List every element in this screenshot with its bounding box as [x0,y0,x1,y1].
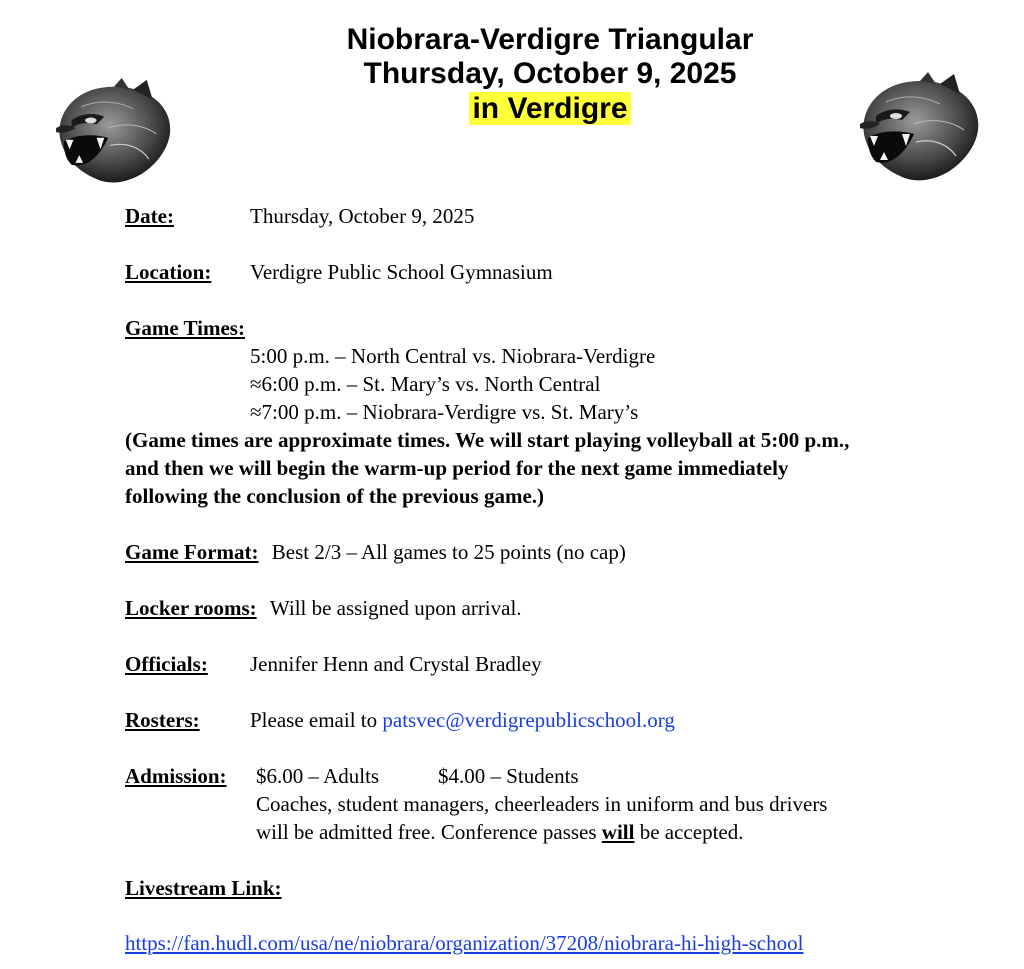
admission-students: $4.00 – Students [438,764,579,788]
admission-passes-end: be accepted. [634,820,744,844]
game-time-item: ≈7:00 p.m. – Niobrara-Verdigre vs. St. Mary’s [250,400,639,424]
date-value: Thursday, October 9, 2025 [250,204,475,228]
admission-passes-text: will be admitted free. Conference passes [256,820,602,844]
game-time-item: ≈6:00 p.m. – St. Mary’s vs. North Central [250,372,601,396]
event-date-title: Thursday, October 9, 2025 [363,57,737,90]
date-label: Date: [125,204,174,228]
game-times-note: and then we will begin the warm-up period for the next game immediately [125,456,789,480]
game-format-value: Best 2/3 – All games to 25 points (no cap) [271,540,626,564]
rosters-prefix: Please email to [250,708,383,732]
livestream-label: Livestream Link: [125,876,282,900]
game-format-label: Game Format: [125,540,259,564]
locker-rooms-value: Will be assigned upon arrival. [269,596,522,620]
admission-will-emphasis: will [601,820,635,844]
venue-highlight: in Verdigre [469,92,630,125]
game-times-note: following the conclusion of the previous game.) [125,484,545,508]
rosters-label: Rosters: [125,708,200,732]
locker-rooms-label: Locker rooms: [125,596,257,620]
location-label: Location: [125,260,212,284]
admission-free-note: Coaches, student managers, cheerleaders in uniform and bus drivers [256,792,828,816]
officials-value: Jennifer Henn and Crystal Bradley [250,652,542,676]
location-value: Verdigre Public School Gymnasium [250,260,553,284]
event-venue-title [0,93,1024,125]
livestream-link[interactable]: https://fan.hudl.com/usa/ne/niobrara/organization/37208/niobrara-hi-high-school [125,931,804,955]
admission-adults: $6.00 – Adults [256,764,380,788]
admission-label: Admission: [125,764,227,788]
game-times-label: Game Times: [125,316,245,340]
game-times-note: (Game times are approximate times. We will start playing volleyball at 5:00 p.m., [125,428,850,452]
game-time-item: 5:00 p.m. – North Central vs. Niobrara-Verdigre [250,344,656,368]
officials-label: Officials: [125,652,208,676]
rosters-email-link[interactable]: patsvec@verdigrepublicschool.org [382,708,675,732]
event-title: Niobrara-Verdigre Triangular [346,23,754,56]
